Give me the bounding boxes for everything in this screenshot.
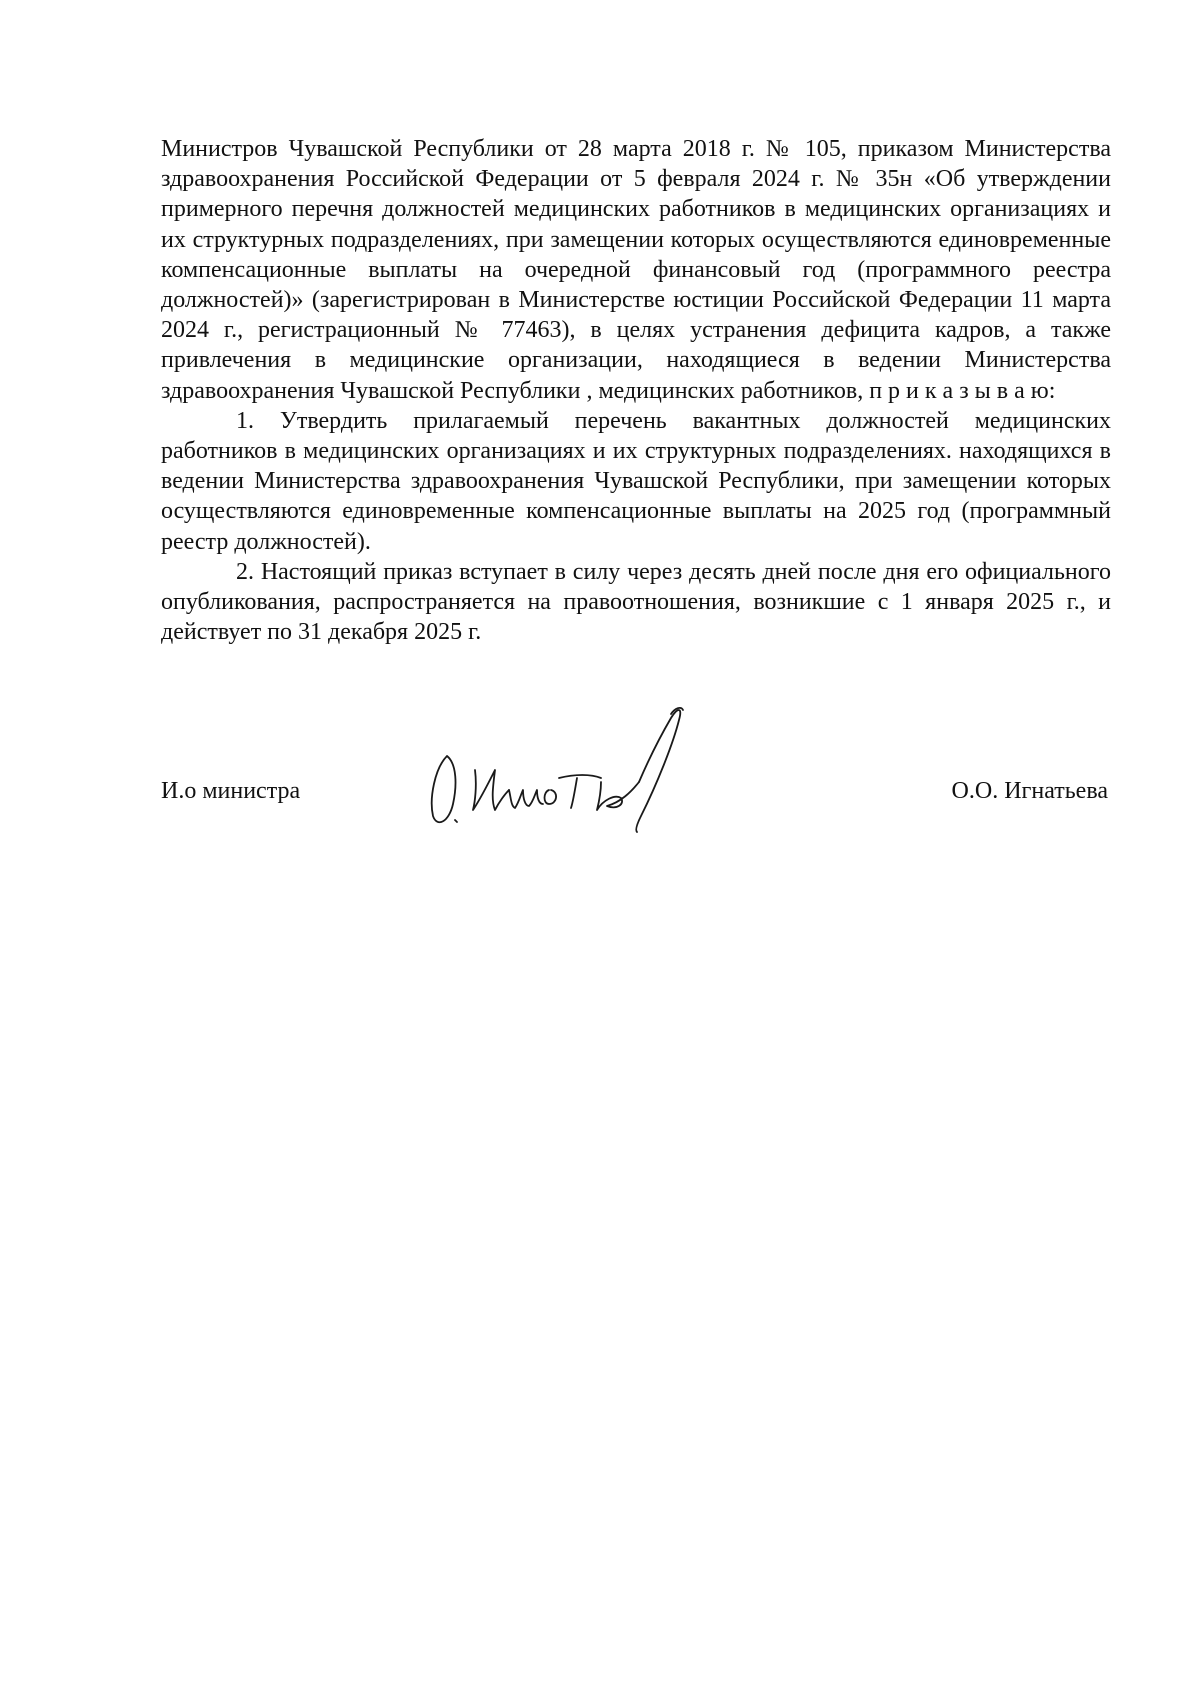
signatory-position: И.о министра xyxy=(161,778,301,804)
document-body xyxy=(161,134,1111,647)
order-item-1: 1. Утвердить прилагаемый перечень вакантных должностей медицинских работников в медицинских организациях и их структурных подразделениях. находящихся в ведении Министерства здравоохранения Чувашской Республики, при замещении которых осуществляются единовременные компенсационные выплаты на 2025 год (программный реестр должностей). xyxy=(161,407,1111,555)
signatory-name: О.О. Игнатьева xyxy=(951,778,1108,804)
handwritten-signature xyxy=(425,698,715,838)
order-item-2: 2. Настоящий приказ вступает в силу через десять дней после дня его официального опубликования, распространяется на правоотношения, возникшие с 1 января 2025 г., и действует по 31 декабря 2025 г. xyxy=(161,558,1111,646)
preamble-paragraph: Министров Чувашской Республики от 28 марта 2018 г. № 105, приказом Министерства здравоохранения Российской Федерации от 5 февраля 2024 г. № 35н «Об утверждении примерного перечня должностей медицинских работников в медицинских организациях и их структурных подразделениях, при замещении которых осуществляются единовременные компенсационные выплаты на очередной финансовый год (программного реестра должностей)» (зарегистрирован в Министерстве юстиции Российской Федерации 11 марта 2024 г., регистрационный № 77463), в целях устранения дефицита кадров, а также привлечения в медицинские организации, находящиеся в ведении Министерства здравоохранения Чувашской Республики , медицинских работников, п р и к а з ы в а ю: xyxy=(161,136,1111,404)
